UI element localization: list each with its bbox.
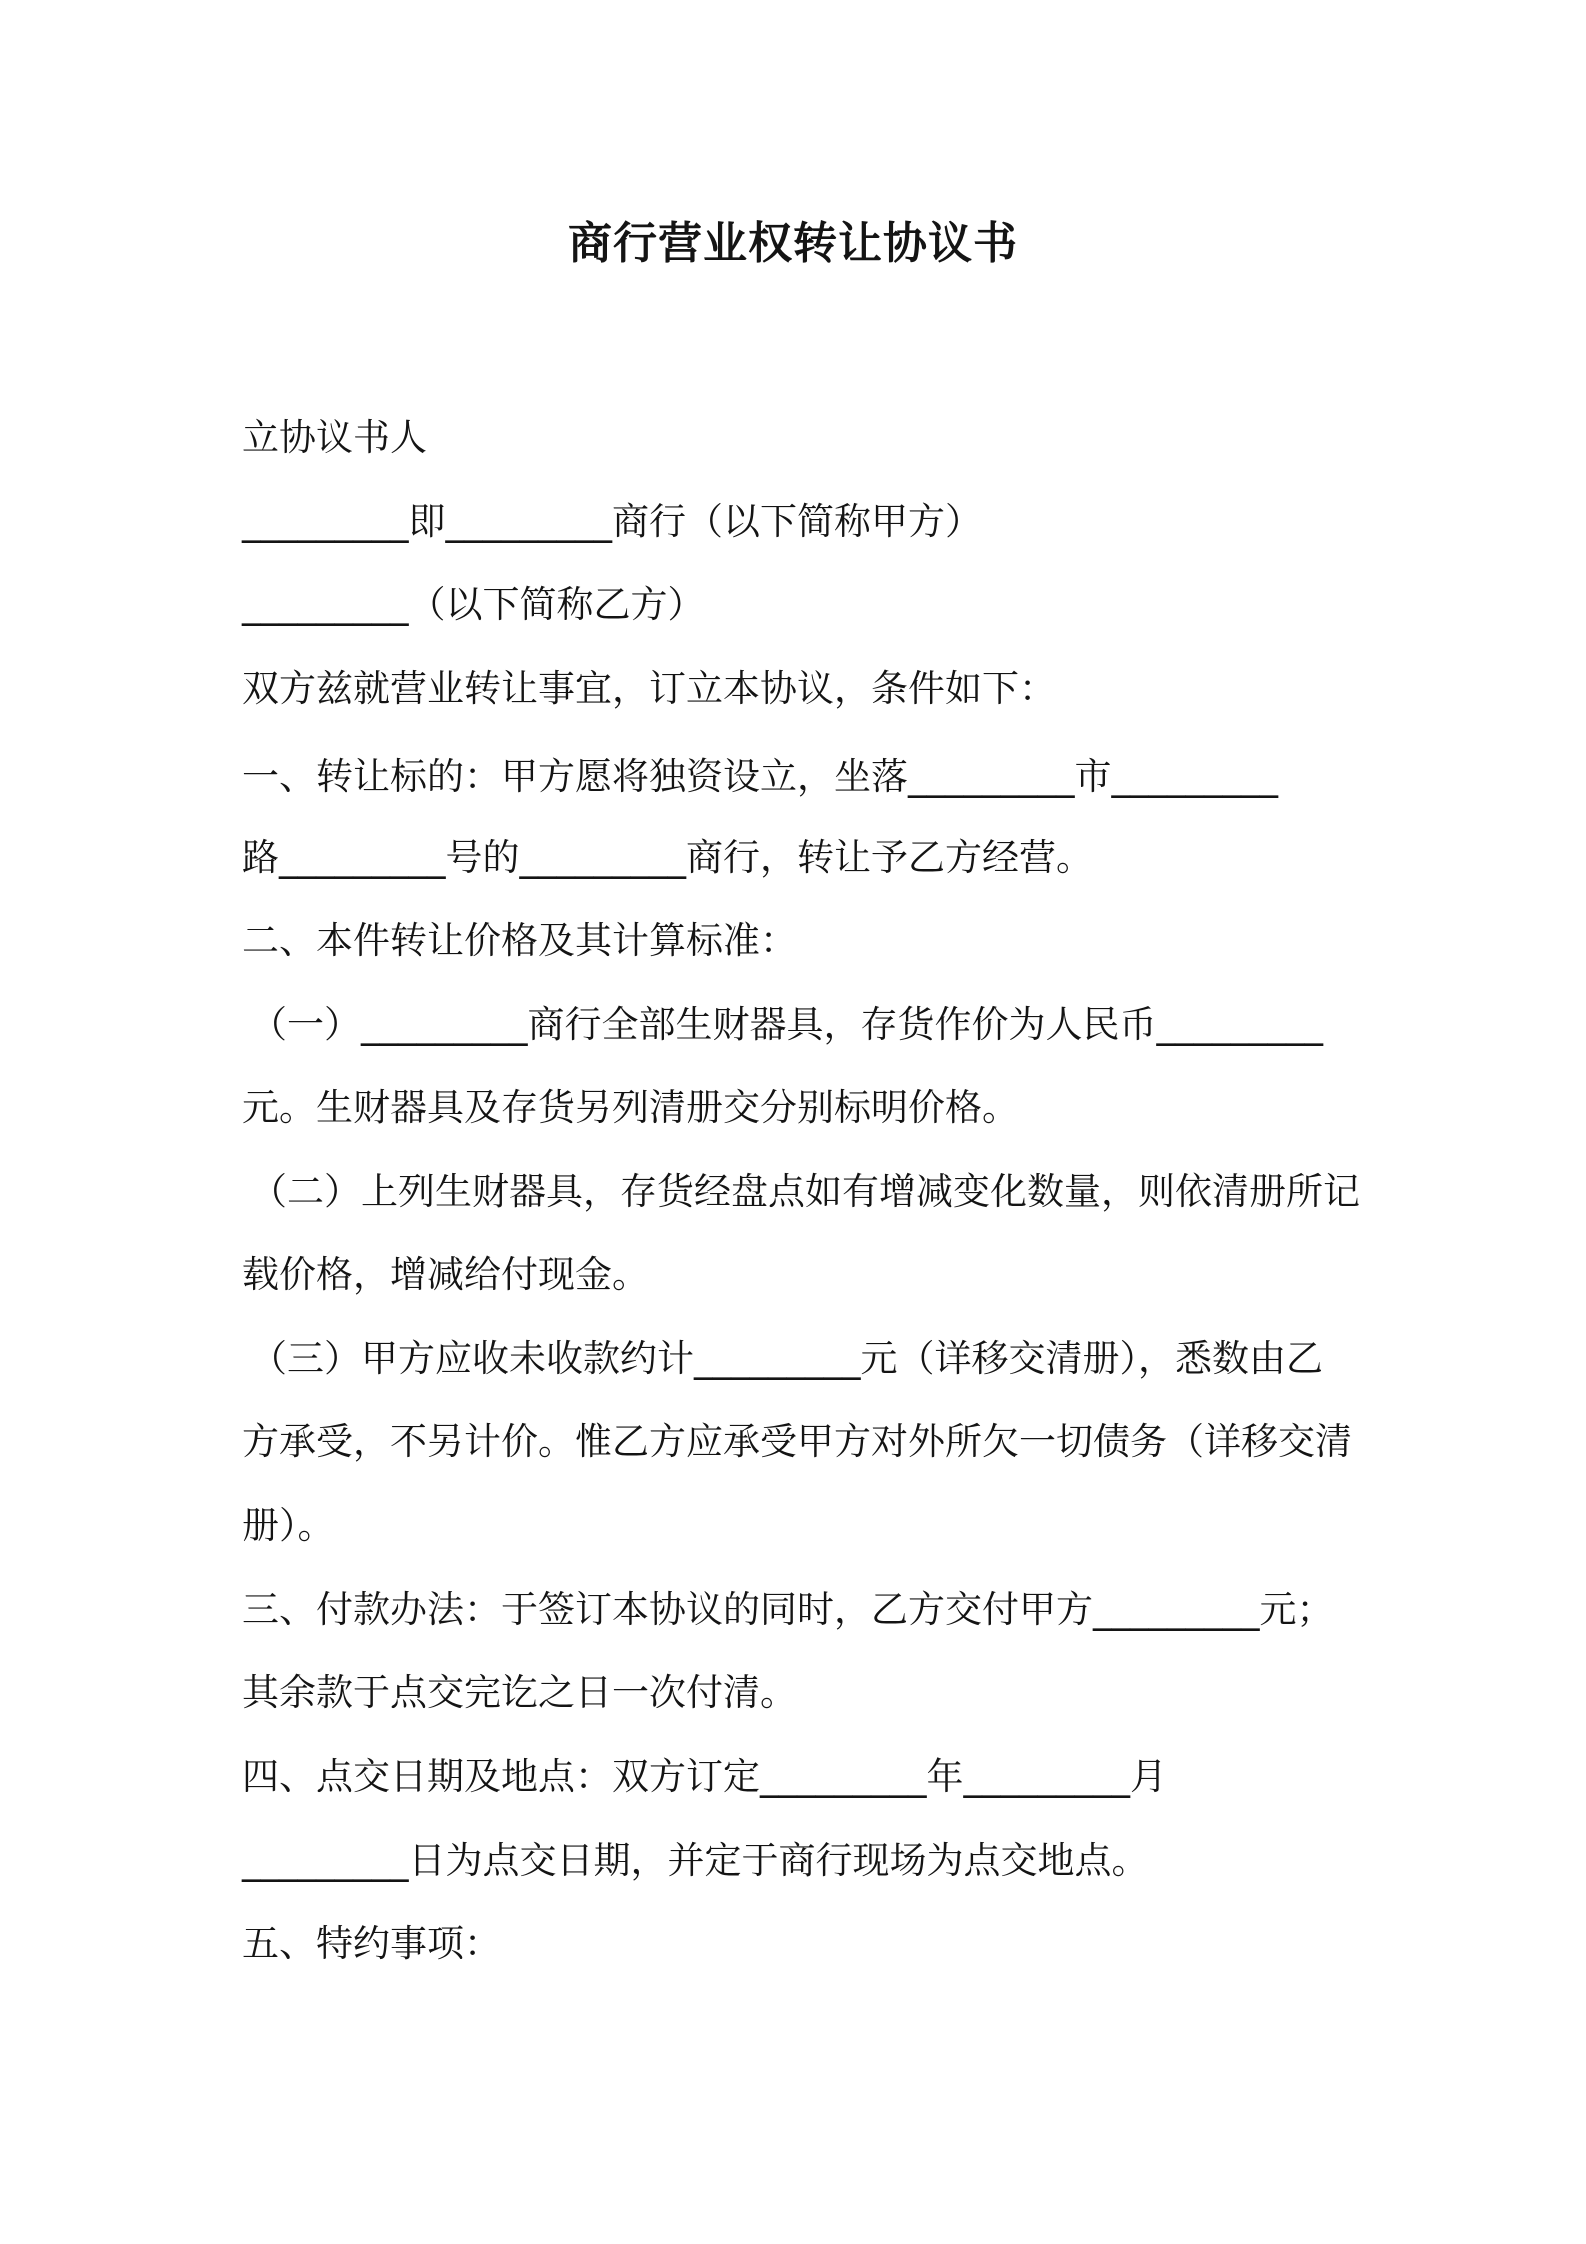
clause-1-line-1: 一、转让标的：甲方愿将独资设立，坐落_________市_________ xyxy=(242,755,1278,798)
clause-2-3-line-1: （三）甲方应收未收款约计_________元（详移交清册），悉数由乙 xyxy=(250,1337,1323,1380)
clause-5-heading: 五、特约事项： xyxy=(242,1922,501,1965)
clause-2-1-line-2: 元。生财器具及存货另列清册交分别标明价格。 xyxy=(242,1086,1019,1129)
party-a-line: _________即_________商行（以下简称甲方） xyxy=(242,500,982,543)
clause-2-2-line-1: （二）上列生财器具，存货经盘点如有增减变化数量，则依清册所记 xyxy=(250,1170,1360,1213)
clause-2-3-line-2: 方承受，不另计价。惟乙方应承受甲方对外所欠一切债务（详移交清 xyxy=(242,1420,1352,1463)
preamble-line: 双方兹就营业转让事宜，订立本协议，条件如下： xyxy=(242,667,1056,710)
clause-2-heading: 二、本件转让价格及其计算标准： xyxy=(242,919,797,962)
clause-3-line-1: 三、付款办法：于签订本协议的同时，乙方交付甲方_________元； xyxy=(242,1588,1334,1631)
clause-2-1-line-1: （一）_________商行全部生财器具，存货作价为人民币_________ xyxy=(250,1003,1323,1046)
party-b-line: _________（以下简称乙方） xyxy=(242,583,705,626)
clause-2-2-line-2: 载价格，增减给付现金。 xyxy=(242,1253,649,1296)
clause-4-line-1: 四、点交日期及地点：双方订定_________年_________月 xyxy=(242,1755,1167,1798)
clause-3-line-2: 其余款于点交完讫之日一次付清。 xyxy=(242,1671,797,1714)
clause-4-line-2: _________日为点交日期，并定于商行现场为点交地点。 xyxy=(242,1839,1149,1882)
party-heading: 立协议书人 xyxy=(242,416,427,459)
clause-2-3-line-3: 册）。 xyxy=(242,1504,335,1547)
clause-1-line-2: 路_________号的_________商行，转让予乙方经营。 xyxy=(242,836,1093,879)
document-title: 商行营业权转让协议书 xyxy=(568,218,1018,269)
